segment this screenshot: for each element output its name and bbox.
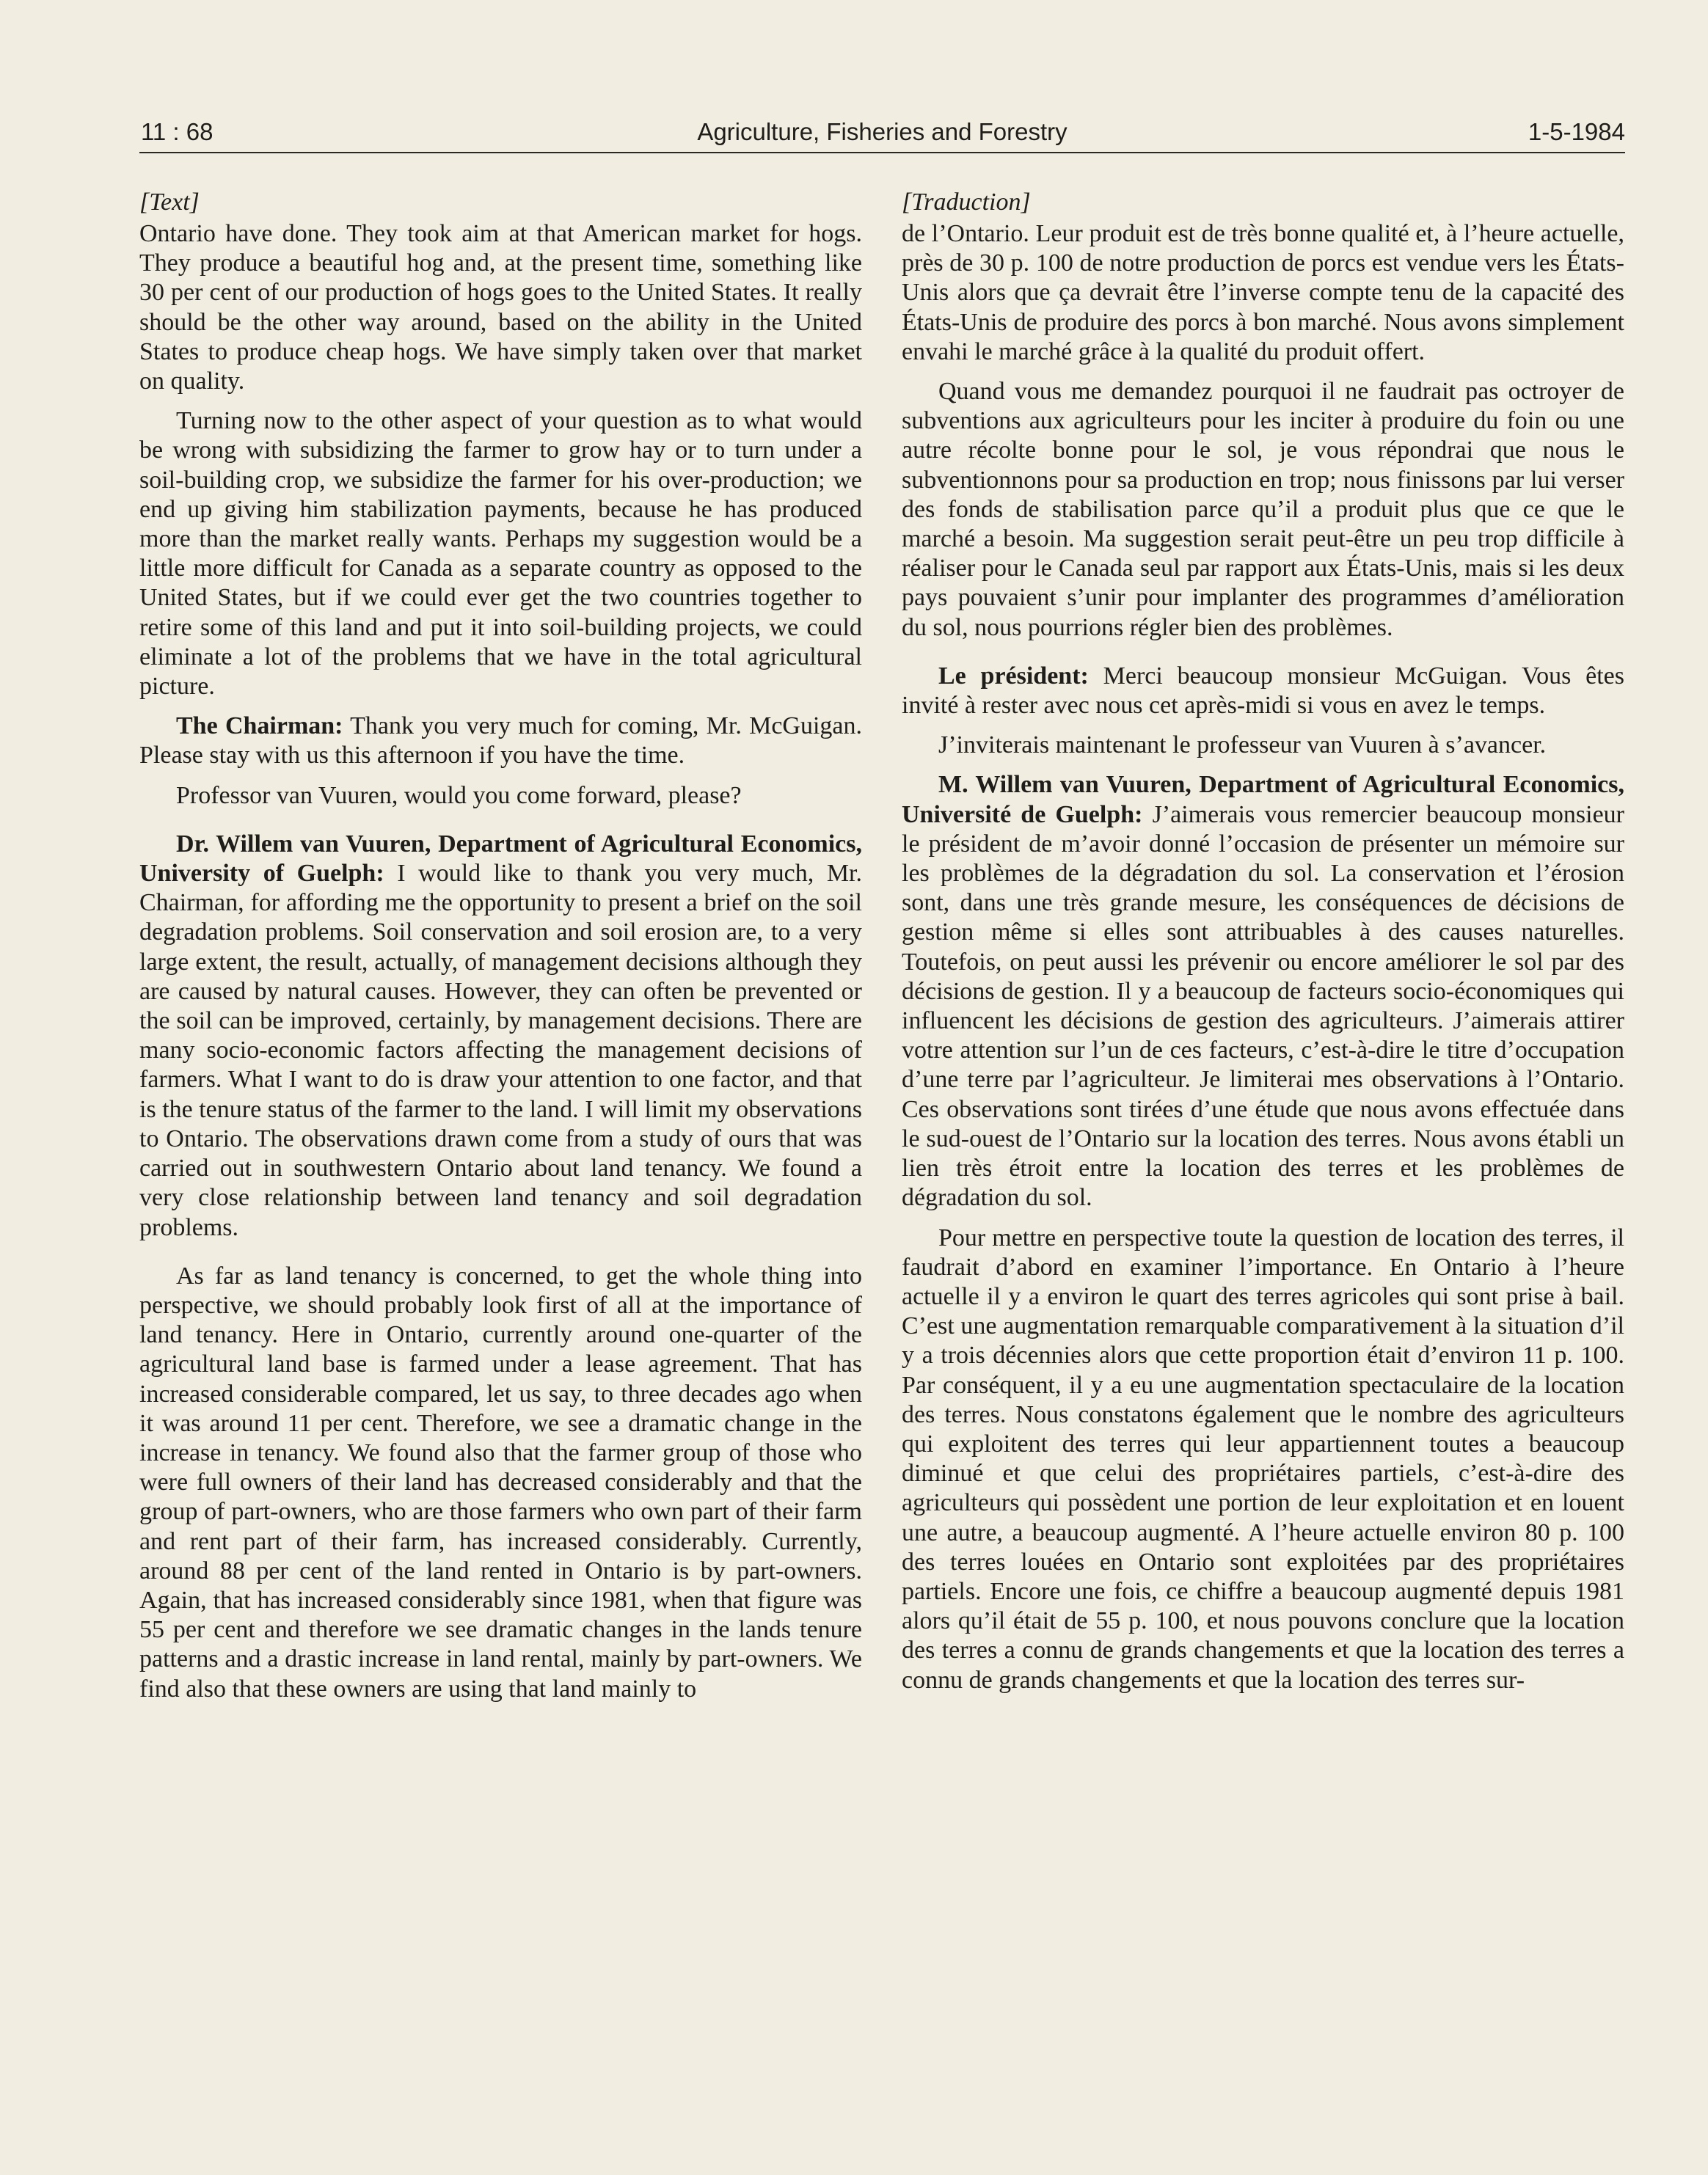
column-label-text: [Text] [139, 189, 200, 216]
paragraph: de l’Ontario. Leur produit est de très bonne qualité et, à l’heure actuelle, près de 30 p. 100 de notre production de porcs est vendue vers les États-Unis alors que ça devrait être l’inverse compte tenu de la capacité des États-Unis de produire des porcs à bon marché. Nous avons simplement envahi le marché grâce à la qualité du produit offert. [902, 220, 1624, 365]
page-header [139, 114, 1625, 153]
paragraph: J’inviterais maintenant le professeur van Vuuren à s’avancer. [938, 731, 1547, 759]
speaker-name: The Chairman: [176, 712, 343, 740]
column-label-traduction: [Traduction] [902, 189, 1031, 216]
paragraph [902, 662, 1624, 720]
issue-date: 1-5-1984 [1528, 118, 1625, 145]
paragraph: Quand vous me demandez pourquoi il ne faudrait pas octroyer de subventions aux agriculteurs pour les inciter à produire du foin ou une autre récolte bonne pour le sol, je vous répondrai que nous le subventionnons pour sa production en trop; nous finissons par lui verser des fonds de stabilisation parce qu’il a produit plus que ce que le marché a besoin. Ma suggestion serait peut-être un peu trop difficile à réaliser pour le Canada seul par rapport aux États-Unis, mais si les deux pays pouvaient s’unir pour implanter des programmes d’amélioration du sol, nous pourrions régler bien des problèmes. [902, 378, 1624, 641]
paragraph [139, 712, 862, 770]
speaker-name: Dr. Willem van Vuuren, Department of Agricultural Economics, University of Guelph: [139, 830, 862, 888]
speaker-name: Le président: [938, 662, 1089, 690]
french-column [902, 187, 1624, 1706]
speech-text: I would like to thank you very much, Mr. Chairman, for affording me the opportunity to present a brief on the soil degradation problems. Soil conservation and soil erosion are, to a very large extent, the result, actually, of management decisions although they are caused by natural causes. However, they can often be prevented or the soil can be improved, certainly, by management decisions. There are many socio-economic factors affecting the management decisions of farmers. What I want to do is draw your attention to one factor, and that is the tenure status of the farmer to the land. I will limit my observations to Ontario. The observations drawn come from a study of ours that was carried out in southwestern Ontario about land tenancy. We found a very close relationship between land tenancy and soil degradation problems. [139, 860, 862, 1241]
paragraph: Ontario have done. They took aim at that American market for hogs. They produce a beautiful hog and, at the present time, something like 30 per cent of our production of hogs goes to the United States. It really should be the other way around, based on the ability in the United States to produce cheap hogs. We have simply taken over that market on quality. [139, 220, 862, 395]
speech-text: Merci beaucoup monsieur McGuigan. Vous êtes invité à rester avec nous cet après-midi si vous en avez le temps. [902, 662, 1624, 720]
paragraph [139, 830, 862, 1243]
paragraph: As far as land tenancy is concerned, to get the whole thing into perspective, we should probably look first of all at the importance of land tenancy. Here in Ontario, currently around one-quarter of the agricultural land base is farmed under a lease agreement. That has increased considerable compared, let us say, to three decades ago when it was around 11 per cent. Therefore, we see a dramatic change in the increase in tenancy. We found also that the farmer group of those who were full owners of their land has decreased considerably and that the group of part-owners, who are those farmers who own part of their farm and rent part of their farm, has increased considerably. Currently, around 88 per cent of the land rented in Ontario is by part-owners. Again, that has increased considerably since 1981, when that figure was 55 per cent and therefore we see dramatic changes in the lands tenure patterns and a drastic increase in land rental, mainly by part-owners. We find also that these owners are using that land mainly to [139, 1262, 862, 1703]
page-number: 11 : 68 [141, 118, 213, 145]
paragraph: Professor van Vuuren, would you come forward, please? [176, 781, 742, 809]
speech-text: J’aimerais vous remercier beaucoup monsieur le président de m’avoir donné l’occasion de présenter un mémoire sur les problèmes de la dégradation du sol. La conservation et l’érosion sont, dans une très grande mesure, les conséquences de décisions de gestion même si elles sont attribuables à des causes naturelles. Toutefois, on peut aussi les prévenir ou encore améliorer le sol par des décisions de gestion. Il y a beaucoup de facteurs socio-économiques qui influencent les décisions de gestion des agriculteurs. J’aimerais attirer votre attention sur l’un de ces facteurs, c’est-à-dire le titre d’occupation d’une terre par l’agriculteur. Je limiterai mes observations à l’Ontario. Ces observations sont tirées d’une étude que nous avons effectuée dans le sud-ouest de l’Ontario sur la location des terres. Nous avons établi un lien très étroit entre la location des terres et les problèmes de dégradation du sol. [902, 800, 1625, 1212]
speech-text: Thank you very much for coming, Mr. McGuigan. Please stay with us this afternoon if you have the time. [139, 712, 862, 770]
publication-title: Agriculture, Fisheries and Forestry [697, 118, 1068, 145]
paragraph: Turning now to the other aspect of your question as to what would be wrong with subsidizing the farmer to grow hay or to turn under a soil-building crop, we subsidize the farmer for his over-production; we end up giving him stabilization payments, because he has produced more than the market really wants. Perhaps my suggestion would be a little more difficult for Canada as a separate country as opposed to the United States, but if we could ever get the two countries together to retire some of this land and put it into soil-building projects, we could eliminate a lot of the problems that we have in the total agricultural picture. [139, 407, 862, 701]
english-column [139, 187, 862, 1714]
paragraph: Pour mettre en perspective toute la question de location des terres, il faudrait d’abord en examiner l’importance. En Ontario à l’heure actuelle il y a environ le quart des terres agricoles qui sont prise à bail. C’est une augmentation remarquable comparativement à la situation d’il y a trois décennies alors que cette proportion était d’environ 11 p. 100. Par conséquent, il y a eu une augmentation spectaculaire de la location des terres. Nous constatons également que le nombre des agriculteurs qui exploitent des terres qui leur appartiennent toutes a beaucoup diminué et que celui des propriétaires partiels, c’est-à-dire des agriculteurs qui possèdent une portion de leur exploitation et en louent une autre, a beaucoup augmenté. A l’heure actuelle environ 80 p. 100 des terres louées en Ontario sont exploitées par des propriétaires partiels. Encore une fois, ce chiffre a beaucoup augmenté depuis 1981 alors qu’il était de 55 p. 100, et nous pouvons conclure que la location des terres a connu de grands changements et que la location des terres a connu de grands changements et que la location des terres sur- [902, 1224, 1624, 1694]
paragraph [902, 770, 1624, 1213]
speaker-name: M. Willem van Vuuren, Department of Agricultural Economics, Université de Guelph: [902, 771, 1624, 828]
